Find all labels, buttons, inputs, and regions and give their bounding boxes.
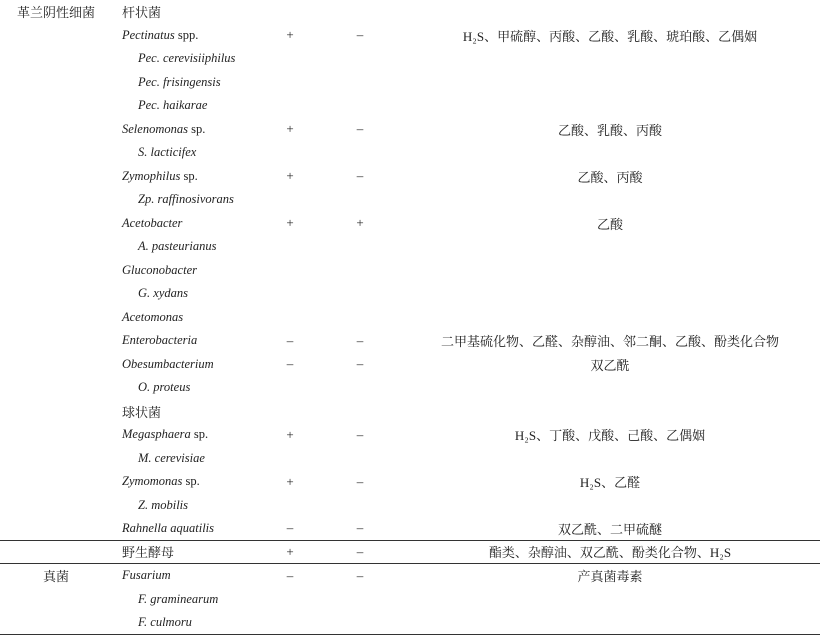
products-cell: H₂S、甲硫醇、丙酸、乙酸、乳酸、琥珀酸、乙偶姻 (462, 28, 758, 44)
reaction-b-cell: – (356, 356, 364, 372)
reaction-b-cell: – (356, 473, 364, 489)
organism-cell (112, 28, 260, 43)
taxon-qualifier: sp. (193, 427, 209, 442)
reaction-a-cell: + (286, 473, 294, 489)
reaction-b-cell: – (356, 426, 364, 442)
table-row (0, 494, 820, 518)
organism-cell (112, 2, 260, 21)
taxon-name: Pec. frisingensis (138, 74, 221, 89)
organism-cell (112, 51, 260, 66)
organism-cell (112, 122, 260, 137)
category-label: 球状菌 (122, 404, 162, 420)
reaction-b-cell: + (356, 215, 364, 231)
products-cell: 双乙酰、二甲硫醚 (557, 521, 662, 537)
taxon-name: Fusarium (122, 568, 171, 583)
organism-cell (112, 615, 260, 630)
reaction-b-cell: – (356, 168, 364, 184)
table-row (0, 141, 820, 165)
reaction-a-cell: + (286, 27, 294, 43)
table-row (0, 94, 820, 118)
table-row (0, 259, 820, 283)
taxon-name: Megasphaera (122, 427, 191, 442)
organism-cell (112, 75, 260, 90)
table-row (0, 24, 820, 48)
table-row (0, 611, 820, 635)
taxon-name: S. lacticifex (138, 145, 197, 160)
taxon-name: Acetobacter (122, 215, 183, 230)
table-row (0, 188, 820, 212)
table-row (0, 306, 820, 330)
table-row (0, 235, 820, 259)
group-label: 真菌 (42, 569, 69, 585)
reaction-b-cell: – (356, 121, 364, 137)
table-row (0, 71, 820, 95)
category-label: 野生酵母 (122, 545, 175, 561)
table-row (0, 118, 820, 142)
products-cell: 酯类、杂醇油、双乙酰、酚类化合物、H₂S (488, 545, 732, 561)
table-row (0, 423, 820, 447)
taxon-name: Z. mobilis (138, 497, 189, 512)
products-cell: H₂S、丁酸、戊酸、己酸、乙偶姻 (514, 428, 706, 444)
organism-cell (112, 592, 260, 607)
organism-cell (112, 357, 260, 372)
products-cell: 乙酸 (596, 216, 623, 232)
products-cell: 产真菌毒素 (577, 569, 643, 585)
taxon-name: F. graminearum (138, 591, 219, 606)
products-cell: H₂S、乙醛 (579, 475, 641, 491)
table-row (0, 0, 820, 24)
table-row (0, 329, 820, 353)
table-row (0, 353, 820, 377)
taxon-name: Pec. haikarae (138, 98, 208, 113)
taxon-name: F. culmoru (138, 614, 192, 629)
taxon-name: Gluconobacter (122, 262, 197, 277)
products-cell: 乙酸、丙酸 (577, 169, 643, 185)
taxon-name: Pec. cerevisiiphilus (138, 51, 236, 66)
table-row (0, 470, 820, 494)
organism-cell (112, 427, 260, 442)
reaction-a-cell: + (286, 215, 294, 231)
organism-cell (112, 521, 260, 536)
taxon-name: A. pasteurianus (138, 239, 217, 254)
table-row (0, 541, 820, 565)
organism-cell (112, 402, 260, 421)
products-cell: 双乙酰 (590, 357, 630, 373)
reaction-a-cell: + (286, 168, 294, 184)
table-row (0, 376, 820, 400)
organism-cell (112, 239, 260, 254)
products-cell: 二甲基硫化物、乙醛、杂醇油、邻二酮、乙酸、酚类化合物 (440, 334, 779, 350)
taxon-name: O. proteus (138, 380, 191, 395)
taxon-name: Selenomonas (122, 121, 188, 136)
taxon-qualifier: sp. (191, 121, 206, 136)
reaction-b-cell: – (356, 520, 364, 536)
group-label: 革兰阴性细菌 (16, 5, 95, 21)
taxon-qualifier: spp. (177, 27, 199, 42)
table-row (0, 47, 820, 71)
organism-cell (112, 169, 260, 184)
table-row (0, 400, 820, 424)
table-row (0, 282, 820, 306)
reaction-a-cell: + (286, 426, 294, 442)
taxon-name: M. cerevisiae (138, 450, 205, 465)
taxon-name: Obesumbacterium (122, 356, 214, 371)
organism-cell (112, 98, 260, 113)
organism-cell (112, 542, 260, 561)
organism-cell (112, 333, 260, 348)
taxon-name: Zymomonas (122, 474, 183, 489)
table-row (0, 517, 820, 541)
organism-cell (112, 310, 260, 325)
organism-cell (112, 474, 260, 489)
reaction-a-cell: – (286, 520, 294, 536)
reaction-a-cell: + (286, 121, 294, 137)
table-row (0, 447, 820, 471)
taxon-name: G. xydans (138, 286, 188, 301)
reaction-b-cell: – (356, 567, 364, 583)
reaction-a-cell: – (286, 567, 294, 583)
taxon-name: Rahnella aquatilis (122, 520, 215, 535)
taxon-name: Acetomonas (122, 309, 184, 324)
reaction-b-cell: – (356, 27, 364, 43)
reaction-a-cell: – (286, 356, 294, 372)
taxon-name: Zp. raffinosivorans (138, 192, 234, 207)
reaction-a-cell: – (286, 332, 294, 348)
taxon-name: Zymophilus (122, 168, 181, 183)
organism-cell (112, 263, 260, 278)
organism-cell (112, 451, 260, 466)
table-row (0, 588, 820, 612)
category-label: 杆状菌 (122, 5, 162, 21)
taxon-qualifier: sp. (185, 474, 200, 489)
organism-cell (112, 145, 260, 160)
taxon-qualifier: sp. (183, 168, 198, 183)
reaction-b-cell: – (356, 543, 364, 559)
organism-cell (112, 568, 260, 583)
reaction-a-cell: + (286, 543, 294, 559)
taxon-name: Pectinatus (122, 27, 175, 42)
table-row (0, 212, 820, 236)
taxon-name: Enterobacteria (122, 333, 198, 348)
reaction-b-cell: – (356, 332, 364, 348)
products-cell: 乙酸、乳酸、丙酸 (557, 122, 662, 138)
organism-cell (112, 498, 260, 513)
table-row (0, 165, 820, 189)
organism-cell (112, 216, 260, 231)
organism-cell (112, 380, 260, 395)
table-row (0, 564, 820, 588)
organism-cell (112, 192, 260, 207)
organism-cell (112, 286, 260, 301)
